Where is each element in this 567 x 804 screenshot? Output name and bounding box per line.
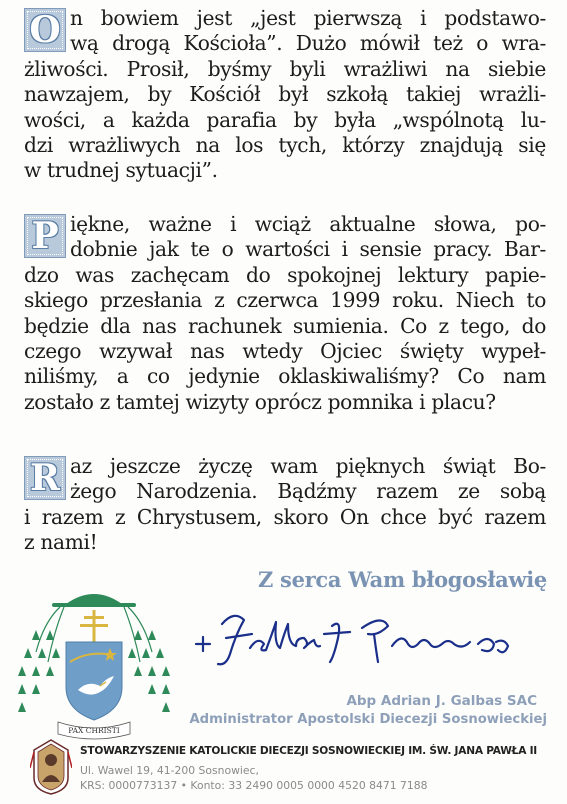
coat-of-arms-icon xyxy=(14,582,174,742)
text-line: będzie dla nas rachunek sumienia. Co z tego, do xyxy=(24,313,546,338)
text-line: wą drogą Kościoła”. Dużo mówił też o wra- xyxy=(70,31,546,56)
text-line: skiego przesłania z czerwca 1999 roku. Niech to xyxy=(24,288,546,313)
handwritten-signature-icon xyxy=(192,604,532,674)
drop-cap-o: O xyxy=(24,8,66,52)
text-line: zostało z tamtej wizyty oprócz pomnika i placu? xyxy=(24,389,496,414)
blessing-text: Z serca Wam błogosławię xyxy=(258,567,547,592)
footer-organization: STOWARZYSZENIE KATOLICKIE DIECEZJI SOSNOWIECKIEJ IM. ŚW. JANA PAWŁA II xyxy=(80,745,537,757)
paragraph-3 xyxy=(24,454,546,556)
text-line: az jeszcze życzę wam pięknych świąt Bo- xyxy=(70,454,546,478)
footer-registry: KRS: 0000773137 • Konto: 33 2490 0005 0000 4520 8471 7188 xyxy=(80,779,428,792)
text-line: żliwości. Prosił, byśmy byli wrażliwi na siebie xyxy=(24,56,546,81)
drop-cap-p: P xyxy=(24,214,66,258)
signatory-title: Administrator Apostolski Diecezji Sosnowieckiej xyxy=(189,712,547,727)
text-line: żego Narodzenia. Bądźmy razem ze sobą xyxy=(70,479,546,504)
paragraph-1 xyxy=(24,6,546,184)
signatory-name: Abp Adrian J. Galbas SAC xyxy=(346,693,537,709)
text-line: czego wzywał nas wtedy Ojciec święty wypeł- xyxy=(24,339,546,364)
drop-cap-r: R xyxy=(24,456,66,500)
text-line: iękne, ważne i wciąż aktualne słowa, po- xyxy=(70,212,546,236)
text-line: w trudnej sytuacji”. xyxy=(24,158,218,183)
paragraph-2 xyxy=(24,212,546,415)
text-line: niliśmy, a co jedynie oklaskiwaliśmy? Co nam xyxy=(24,364,546,389)
coat-motto: PAX CHRISTI xyxy=(68,726,120,735)
text-line: i razem z Chrystusem, skoro On chce być razem xyxy=(24,504,546,529)
text-line: dzi wrażliwych na los tych, którzy znajdują się xyxy=(24,133,546,158)
text-line: nawzajem, by Kościół był szkołą takiej wrażli- xyxy=(24,82,546,107)
text-line: n bowiem jest „jest pierwszą i podstawo- xyxy=(70,6,546,30)
text-line: wości, a każda parafia by była „wspólnotą lu- xyxy=(24,107,546,132)
footer-address: Ul. Wawel 19, 41-200 Sosnowiec, xyxy=(80,764,259,777)
text-line: z nami! xyxy=(24,530,98,555)
text-line: dobnie jak te o wartości i sensie pracy. Bar- xyxy=(70,237,546,262)
text-line: dzo was zachęcam do spokojnej lektury papie- xyxy=(24,262,546,287)
association-logo-icon xyxy=(30,738,72,796)
